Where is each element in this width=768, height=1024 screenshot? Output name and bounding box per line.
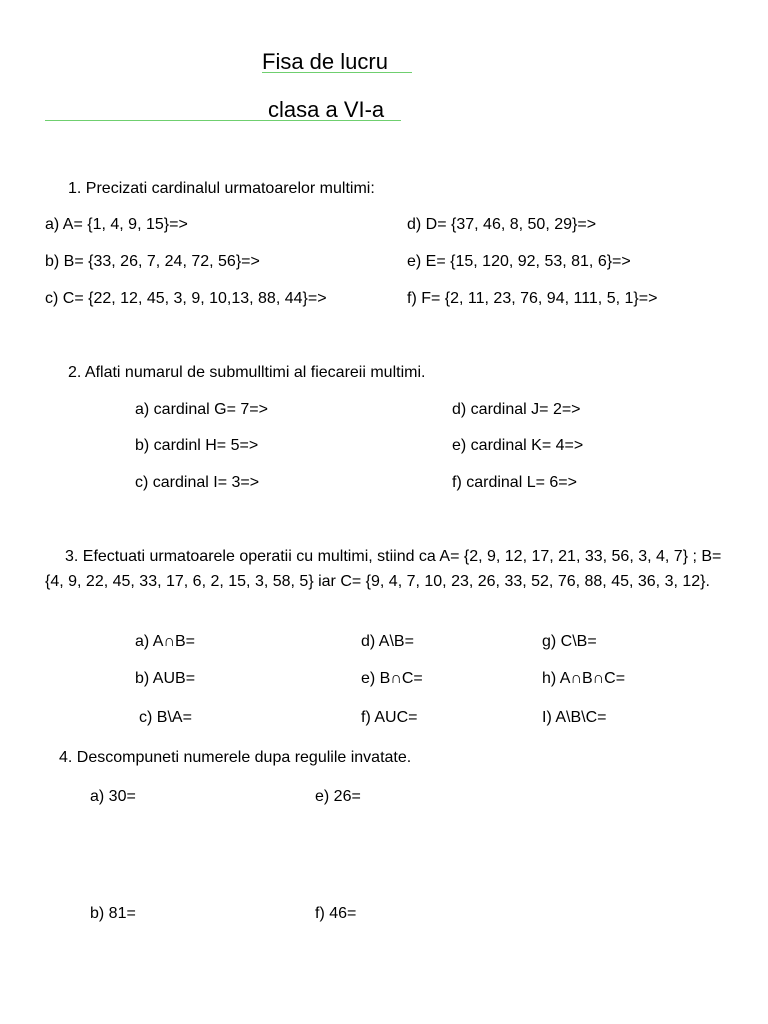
exercise-1-item-f: f) F= {2, 11, 23, 76, 94, 111, 5, 1}=> — [407, 290, 658, 307]
exercise-3-item-b: b) AUB= — [135, 670, 196, 687]
exercise-2-item-f: f) cardinal L= 6=> — [452, 474, 577, 491]
exercise-1-item-e: e) E= {15, 120, 92, 53, 81, 6}=> — [407, 253, 631, 270]
exercise-4-heading: 4. Descompuneti numerele dupa regulile invatate. — [59, 749, 412, 766]
subtitle-underline — [45, 120, 401, 121]
exercise-2-heading: 2. Aflati numarul de submulltimi al fiecareii multimi. — [68, 364, 426, 381]
exercise-3-item-f: f) AUC= — [361, 709, 418, 726]
exercise-3-statement-text: 3. Efectuati urmatoarele operatii cu multimi, stiind ca A= {2, 9, 12, 17, 21, 33, 56, 3, 4, 7} ; B= {4, 9, 22, 45, 33, 17, 6, 2, 15, 3, 58, 5} iar C= {9, 4, 7, 10, 23, 26, 33, 52, 76, 88, 45, 36, 3, 12}. — [45, 548, 722, 590]
exercise-1-item-b: b) B= {33, 26, 7, 24, 72, 56}=> — [45, 253, 260, 270]
exercise-2-item-d: d) cardinal J= 2=> — [452, 401, 581, 418]
exercise-2-item-a: a) cardinal G= 7=> — [135, 401, 268, 418]
exercise-3-item-h: h) A∩B∩C= — [542, 670, 626, 687]
exercise-3-item-c: c) B\A= — [139, 709, 192, 726]
exercise-3-item-d: d) A\B= — [361, 633, 414, 650]
exercise-4-item-e: e) 26= — [315, 788, 361, 805]
exercise-1-heading: 1. Precizati cardinalul urmatoarelor multimi: — [68, 180, 375, 197]
exercise-3-item-a: a) A∩B= — [135, 633, 195, 650]
title-underline — [262, 72, 412, 73]
exercise-3-item-e: e) B∩C= — [361, 670, 423, 687]
worksheet-subtitle: clasa a VI-a — [268, 97, 385, 122]
exercise-4-item-a: a) 30= — [90, 788, 136, 805]
exercise-3-item-g: g) C\B= — [542, 633, 597, 650]
exercise-1-item-c: c) C= {22, 12, 45, 3, 9, 10,13, 88, 44}=> — [45, 290, 327, 307]
exercise-2-item-b: b) cardinl H= 5=> — [135, 437, 259, 454]
exercise-2-item-c: c) cardinal I= 3=> — [135, 474, 260, 491]
exercise-1-item-a: a) A= {1, 4, 9, 15}=> — [45, 216, 188, 233]
exercise-2-item-e: e) cardinal K= 4=> — [452, 437, 584, 454]
worksheet-title: Fisa de lucru — [262, 49, 388, 74]
exercise-4-item-b: b) 81= — [90, 905, 136, 922]
exercise-4-item-f: f) 46= — [315, 905, 357, 922]
exercise-3-statement — [45, 544, 725, 594]
exercise-1-item-d: d) D= {37, 46, 8, 50, 29}=> — [407, 216, 597, 233]
exercise-3-item-i: I) A\B\C= — [542, 709, 607, 726]
